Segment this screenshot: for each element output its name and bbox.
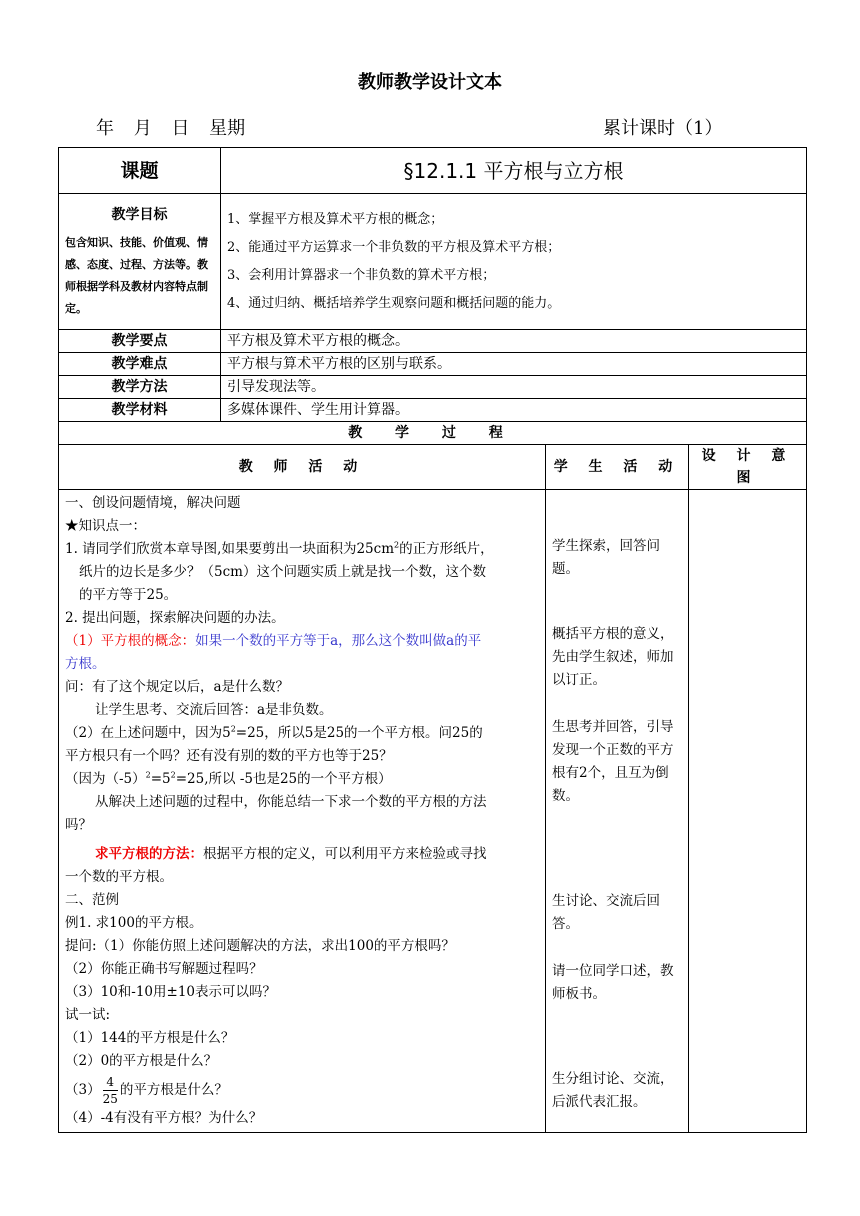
goals-note: 包含知识、技能、价值观、情感、态度、过程、方法等。教师根据学科及教材内容特点制定。 [65, 236, 208, 315]
example-question: 提问:（1）你能仿照上述问题解决的方法，求出100的平方根吗？ [65, 938, 455, 954]
teacher-activity-cell [59, 490, 546, 1133]
knowledge-point: ★知识点一： [65, 518, 146, 534]
problem-1-cont: 的平方等于25。 [79, 587, 178, 603]
student-note: 请一位同学口述，教师板书。 [552, 963, 674, 1002]
design-intent-header: 设 计 意 图 [689, 445, 807, 490]
goals-list [221, 194, 807, 330]
goals-cell [59, 194, 221, 330]
section-heading: 二、范例 [65, 892, 119, 908]
try-heading: 试一试: [65, 1007, 111, 1023]
question: （2）在上述问题中，因为$5^2=25$，所以5是25的一个平方根。问25的 [65, 724, 483, 741]
try-item: （2）0的平方根是什么？ [65, 1053, 218, 1069]
difficulties-value: 平方根与算术平方根的区别与联系。 [221, 353, 807, 376]
method-label: 教学方法 [59, 376, 221, 399]
materials-label: 教学材料 [59, 399, 221, 422]
date-line: 年 月 日 星期 [96, 118, 246, 139]
goal-item: 4、通过归纳、概括培养学生观察问题和概括问题的能力。 [227, 295, 561, 311]
question-cont: 平方根只有一个吗？还有没有别的数的平方也等于25？ [65, 748, 393, 764]
method-value: 引导发现法等。 [221, 376, 807, 399]
student-note: 生分组讨论、交流，后派代表汇报。 [552, 1071, 674, 1110]
process-title: 教 学 过 程 [59, 422, 807, 445]
problem-1: 1. 请同学们欣赏本章导图,如果要剪出一块面积为$25cm^2$的正方形纸片， [65, 540, 494, 557]
definition: （1）平方根的概念：如果一个数的平方等于a，那么这个数叫做a的平 [65, 633, 482, 649]
teacher-activity-header: 教 师 活 动 [59, 445, 546, 490]
student-activity-cell [546, 490, 689, 1133]
example-question: （3）10和-10用±10表示可以吗？ [65, 984, 276, 1000]
problem-2: 2. 提出问题，探索解决问题的办法。 [65, 610, 285, 626]
lesson-plan-table [58, 147, 807, 1133]
student-activity-header: 学 生 活 动 [546, 445, 689, 490]
student-note: 生讨论、交流后回答。 [552, 893, 660, 932]
try-item: （1）144的平方根是什么？ [65, 1030, 235, 1046]
try-item: （3） $\frac{4}{25}$ 的平方根是什么？ [65, 1075, 228, 1106]
example: 例1. 求100的平方根。 [65, 915, 203, 931]
summary-question-cont: 吗？ [65, 817, 92, 833]
fraction: $\frac{4}{25}$ [102, 1075, 118, 1106]
method-statement-cont: 一个数的平方根。 [65, 869, 173, 885]
definition-cont: 方根。 [65, 656, 106, 672]
try-item: （4）-4有没有平方根？为什么？ [65, 1110, 263, 1126]
design-intent-cell [689, 490, 807, 1133]
question-note: （因为$(-5)^2=5^2=25$,所以 -5也是25的一个平方根） [65, 770, 392, 787]
student-note: 学生探索，回答问题。 [552, 538, 660, 577]
method-statement: 求平方根的方法：根据平方根的定义，可以利用平方来检验或寻找 [95, 846, 487, 862]
student-note: 生思考并回答，引导发现一个正数的平方根有2个，且互为倒数。 [552, 719, 674, 804]
problem-1-cont: 纸片的边长是多少？（5cm）这个问题实质上就是找一个数，这个数 [79, 564, 486, 580]
goals-label: 教学目标 [111, 207, 168, 223]
materials-value: 多媒体课件、学生用计算器。 [221, 399, 807, 422]
key-points-label: 教学要点 [59, 330, 221, 353]
difficulties-label: 教学难点 [59, 353, 221, 376]
topic-label: 课题 [59, 148, 221, 194]
student-note: 概括平方根的意义，先由学生叙述，师加以订正。 [552, 626, 674, 688]
lesson-count: 累计课时（1） [603, 118, 723, 139]
question-answer: 让学生思考、交流后回答：a是非负数。 [95, 702, 333, 718]
goal-item: 2、能通过平方运算求一个非负数的平方根及算术平方根； [227, 239, 561, 255]
section-heading: 一、创设问题情境，解决问题 [65, 495, 241, 511]
topic-value: §12.1.1 平方根与立方根 [221, 148, 807, 194]
summary-question: 从解决上述问题的过程中，你能总结一下求一个数的平方根的方法 [95, 794, 487, 810]
document-title: 教师教学设计文本 [358, 72, 502, 93]
goal-item: 1、掌握平方根及算术平方根的概念； [227, 211, 444, 227]
key-points-value: 平方根及算术平方根的概念。 [221, 330, 807, 353]
question: 问：有了这个规定以后，a是什么数？ [65, 679, 290, 695]
goal-item: 3、会利用计算器求一个非负数的算术平方根； [227, 267, 496, 283]
example-question: （2）你能正确书写解题过程吗？ [65, 961, 263, 977]
